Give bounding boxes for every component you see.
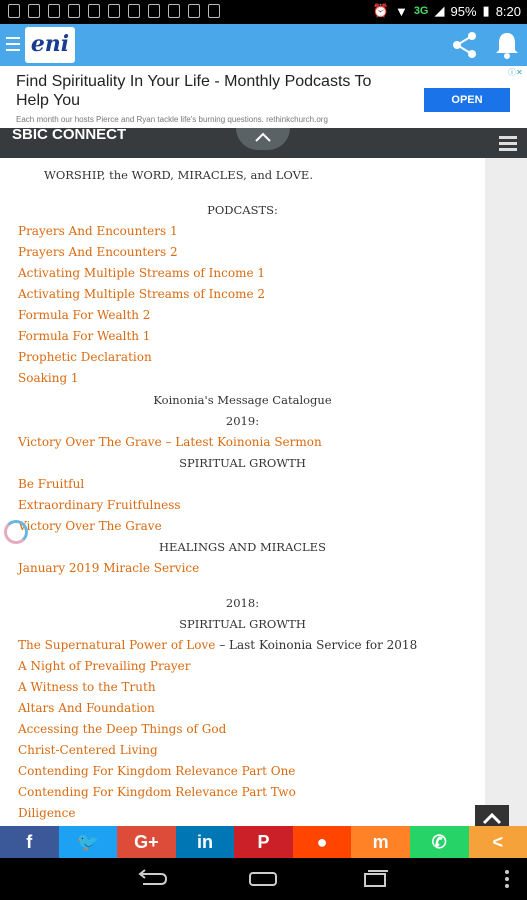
app-bar — [0, 24, 527, 66]
linkedin-share-button[interactable] — [176, 826, 235, 858]
podcast-link[interactable]: Activating Multiple Streams of Income 2 — [18, 287, 266, 301]
facebook-notification-icon — [68, 4, 80, 18]
battery-percent: 95% — [450, 3, 477, 19]
mail-notification-icon — [128, 4, 140, 18]
podcast-link[interactable]: Activating Multiple Streams of Income 1 — [18, 266, 266, 280]
app-logo[interactable]: eni — [25, 27, 75, 63]
twitter-share-button[interactable] — [59, 826, 118, 858]
ad-open-button[interactable]: OPEN — [424, 88, 510, 112]
facebook-icon: f — [26, 831, 33, 852]
sermon-link[interactable]: Victory Over The Grave – Latest Koinonia Sermon — [18, 435, 322, 449]
podcast-link[interactable]: Prayers And Encounters 1 — [18, 224, 178, 238]
healings-heading: HEALINGS AND MIRACLES — [159, 540, 326, 554]
site-menu-icon[interactable] — [499, 136, 517, 154]
mix-icon: m — [372, 831, 389, 852]
podcast-link[interactable]: Formula For Wealth 1 — [18, 329, 151, 343]
wifi-icon: ▼ — [394, 3, 408, 19]
linkedin-icon: in — [196, 831, 213, 852]
spiritual-growth-heading: SPIRITUAL GROWTH — [179, 456, 306, 470]
calendar-notification-icon — [108, 4, 120, 18]
overflow-menu-icon[interactable] — [502, 868, 512, 890]
whatsapp-share-button[interactable] — [410, 826, 469, 858]
sermon-link[interactable]: Victory Over The Grave — [18, 519, 162, 533]
notification-icons — [8, 4, 220, 18]
catalogue-heading: Koinonia's Message Catalogue — [153, 393, 332, 407]
image-notification-icon — [88, 4, 100, 18]
facebook-share-button[interactable] — [0, 826, 59, 858]
whatsapp-icon: ✆ — [431, 831, 447, 852]
google-plus-icon: G+ — [134, 831, 159, 852]
adchoices-icon[interactable]: ⓘ✕ — [508, 68, 523, 77]
ad-banner[interactable] — [0, 66, 527, 128]
recents-icon[interactable] — [357, 868, 393, 890]
sermon-note: – Last Koinonia Service for 2018 — [215, 638, 418, 652]
signal-icon: ◢ — [434, 3, 445, 18]
status-bar — [0, 0, 527, 24]
shield-icon — [28, 4, 40, 18]
podcast-link[interactable]: Formula For Wealth 2 — [18, 308, 151, 322]
sermon-link[interactable]: Contending For Kingdom Relevance Part Two — [18, 785, 296, 799]
shield-icon — [48, 4, 60, 18]
google-plus-share-button[interactable] — [117, 826, 176, 858]
intro-text: WORSHIP, the WORD, MIRACLES, and LOVE. — [44, 168, 313, 182]
battery-icon: ▮ — [482, 3, 490, 18]
chevron-up-icon — [255, 132, 271, 142]
pinterest-icon: P — [257, 831, 270, 852]
loading-spinner-icon — [4, 520, 28, 544]
podcasts-heading: PODCASTS: — [207, 203, 278, 217]
reddit-icon: ● — [316, 831, 328, 852]
twitter-icon: 🐦 — [76, 831, 100, 852]
site-title[interactable]: SBIC CONNECT — [12, 128, 127, 143]
podcast-link[interactable]: Prophetic Declaration — [18, 350, 152, 364]
alarm-icon: ⏰ — [372, 3, 389, 18]
sermon-link[interactable]: Altars And Foundation — [18, 701, 155, 715]
wordpress-notification-icon — [168, 4, 180, 18]
system-nav-bar — [0, 858, 527, 900]
sermon-link[interactable]: The Supernatural Power of Love — [18, 638, 216, 652]
shield-icon — [8, 4, 20, 18]
scrollbar-track[interactable] — [485, 158, 527, 826]
image-notification-icon — [148, 4, 160, 18]
sermon-link[interactable]: Be Fruitful — [18, 477, 85, 491]
sermon-link[interactable]: Contending For Kingdom Relevance Part One — [18, 764, 296, 778]
pinterest-share-button[interactable] — [234, 826, 293, 858]
reddit-share-button[interactable] — [293, 826, 352, 858]
mail-notification-icon — [208, 4, 220, 18]
ad-subtitle: Each month our hosts Pierce and Ryan tackle life's burning questions. rethinkchurch.org — [16, 115, 328, 124]
clock: 8:20 — [495, 3, 521, 19]
drive-notification-icon — [188, 4, 200, 18]
article-content — [0, 158, 485, 826]
sermon-link[interactable]: A Witness to the Truth — [18, 680, 156, 694]
share-icon[interactable] — [450, 30, 480, 60]
back-icon[interactable] — [133, 868, 169, 890]
collapse-button[interactable] — [236, 128, 290, 150]
share-icon: < — [492, 831, 504, 852]
mix-share-button[interactable] — [351, 826, 410, 858]
sermon-link[interactable]: Diligence — [18, 806, 76, 820]
network-type: 3G — [413, 5, 429, 17]
bell-icon[interactable] — [494, 30, 520, 60]
sermon-link[interactable]: Extraordinary Fruitfulness — [18, 498, 181, 512]
home-icon[interactable] — [245, 868, 281, 890]
sermon-link[interactable]: A Night of Prevailing Prayer — [18, 659, 191, 673]
sermon-item — [18, 638, 417, 652]
sermon-link[interactable]: Accessing the Deep Things of God — [18, 722, 227, 736]
ad-title[interactable]: Find Spirituality In Your Life - Monthly Podcasts To Help You — [16, 73, 372, 109]
year-heading-2018: 2018: — [225, 596, 260, 610]
year-heading-2019: 2019: — [225, 414, 260, 428]
site-header — [0, 128, 527, 158]
podcast-link[interactable]: Soaking 1 — [18, 371, 79, 385]
social-share-bar — [0, 826, 527, 858]
menu-icon[interactable] — [6, 37, 20, 53]
podcast-link[interactable]: Prayers And Encounters 2 — [18, 245, 178, 259]
sermon-link[interactable]: January 2019 Miracle Service — [18, 561, 200, 575]
sermon-link[interactable]: Christ-Centered Living — [18, 743, 158, 757]
share-share-button[interactable] — [469, 826, 527, 858]
spiritual-growth-heading: SPIRITUAL GROWTH — [179, 617, 306, 631]
